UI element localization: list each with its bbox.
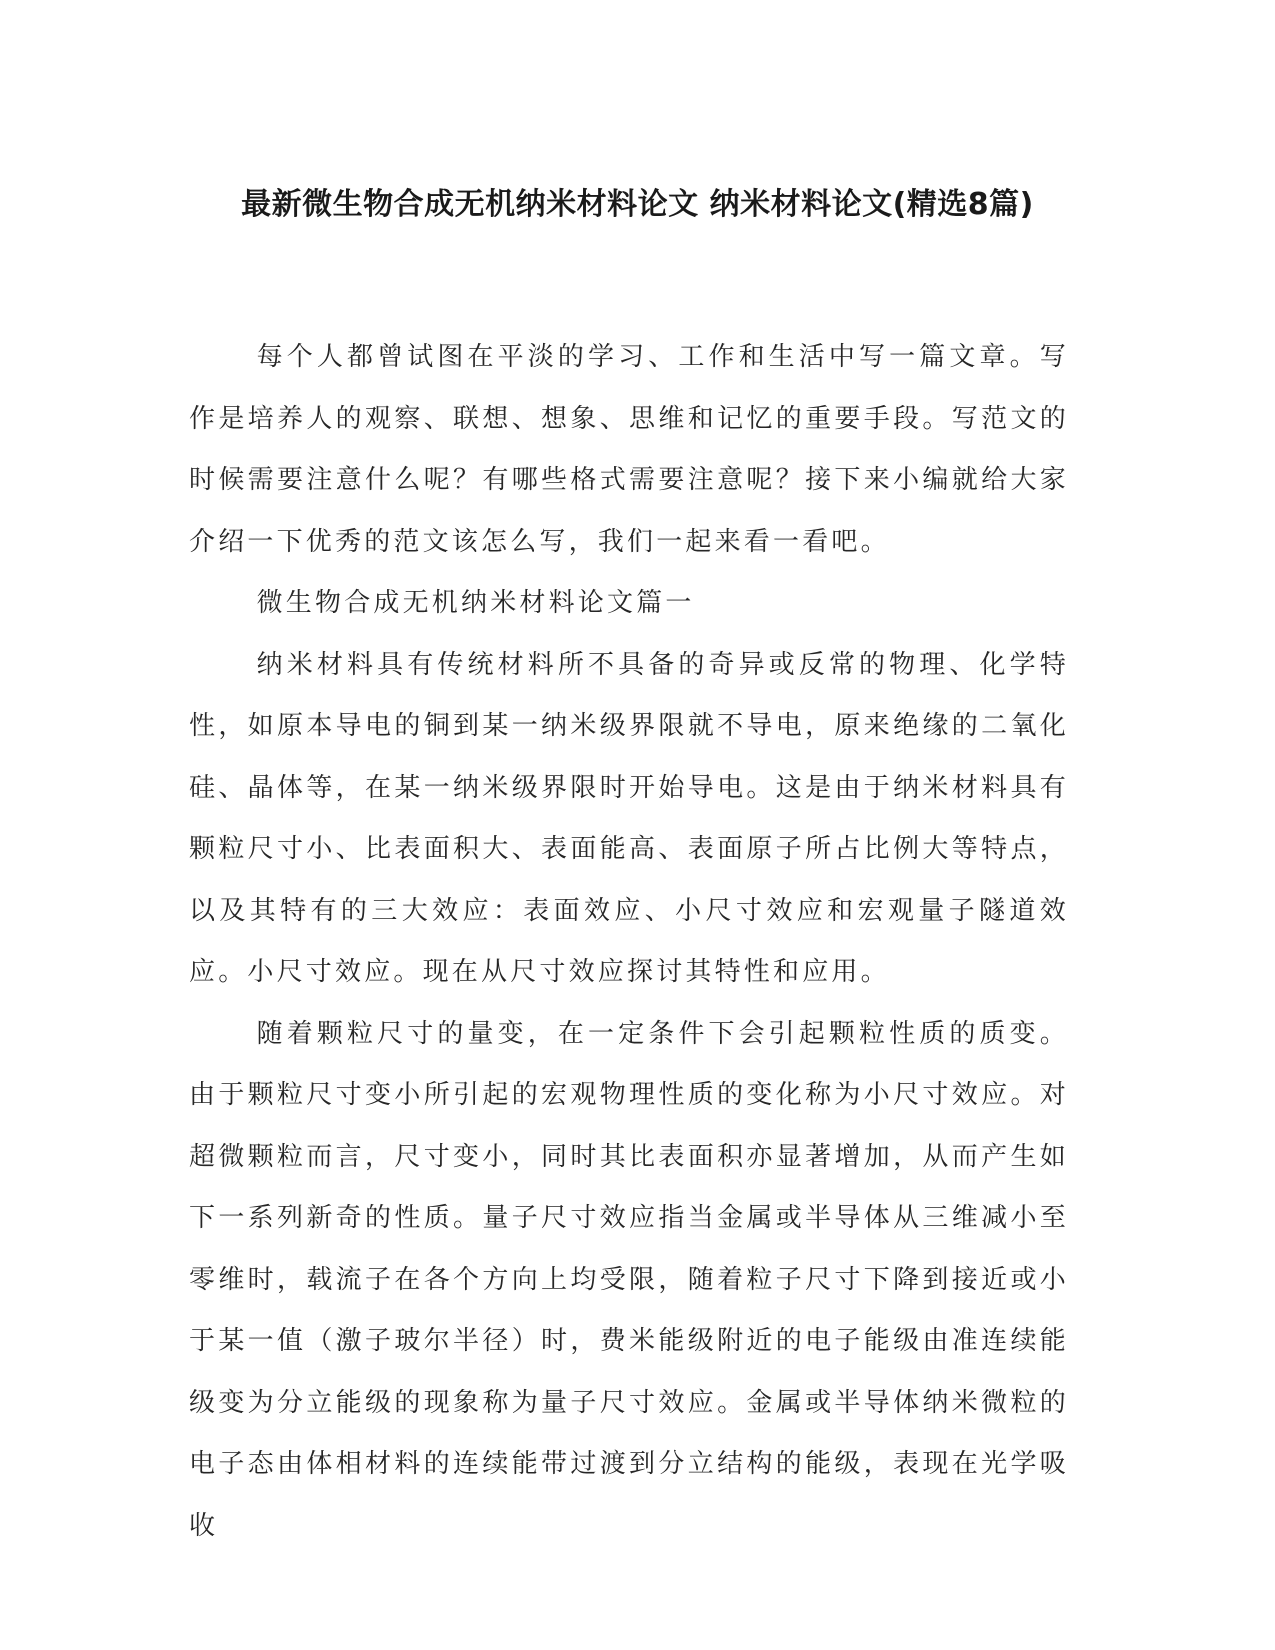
document-title: 最新微生物合成无机纳米材料论文 纳米材料论文(精选8篇) <box>241 187 1034 222</box>
body-paragraph: 纳米材料具有传统材料所不具备的奇异或反常的物理、化学特性，如原本导电的铜到某一纳米级界限就不导电，原来绝缘的二氧化硅、晶体等，在某一纳米级界限时开始导电。这是由于纳米材料具有颗粒尺寸小、比表面积大、表面能高、表面原子所占比例大等特点，以及其特有的三大效应：表面效应、小尺寸效应和宏观量子隧道效应。小尺寸效应。现在从尺寸效应探讨其特性和应用。 <box>189 649 1069 987</box>
body-paragraph: 随着颗粒尺寸的量变，在一定条件下会引起颗粒性质的质变。由于颗粒尺寸变小所引起的宏观物理性质的变化称为小尺寸效应。对超微颗粒而言，尺寸变小，同时其比表面积亦显著增加，从而产生如下一系列新奇的性质。量子尺寸效应指当金属或半导体从三维减小至零维时，载流子在各个方向上均受限，随着粒子尺寸下降到接近或小于某一值（激子玻尔半径）时，费米能级附近的电子能级由准连续能级变为分立能级的现象称为量子尺寸效应。金属或半导体纳米微粒的电子态由体相材料的连续能带过渡到分立结构的能级，表现在光学吸收 <box>189 1018 1069 1541</box>
document-body <box>189 327 1069 1557</box>
section-heading: 微生物合成无机纳米材料论文篇一 <box>256 588 695 618</box>
intro-paragraph: 每个人都曾试图在平淡的学习、工作和生活中写一篇文章。写作是培养人的观察、联想、想象、思维和记忆的重要手段。写范文的时候需要注意什么呢？有哪些格式需要注意呢？接下来小编就给大家介绍一下优秀的范文该怎么写，我们一起来看一看吧。 <box>189 342 1069 557</box>
